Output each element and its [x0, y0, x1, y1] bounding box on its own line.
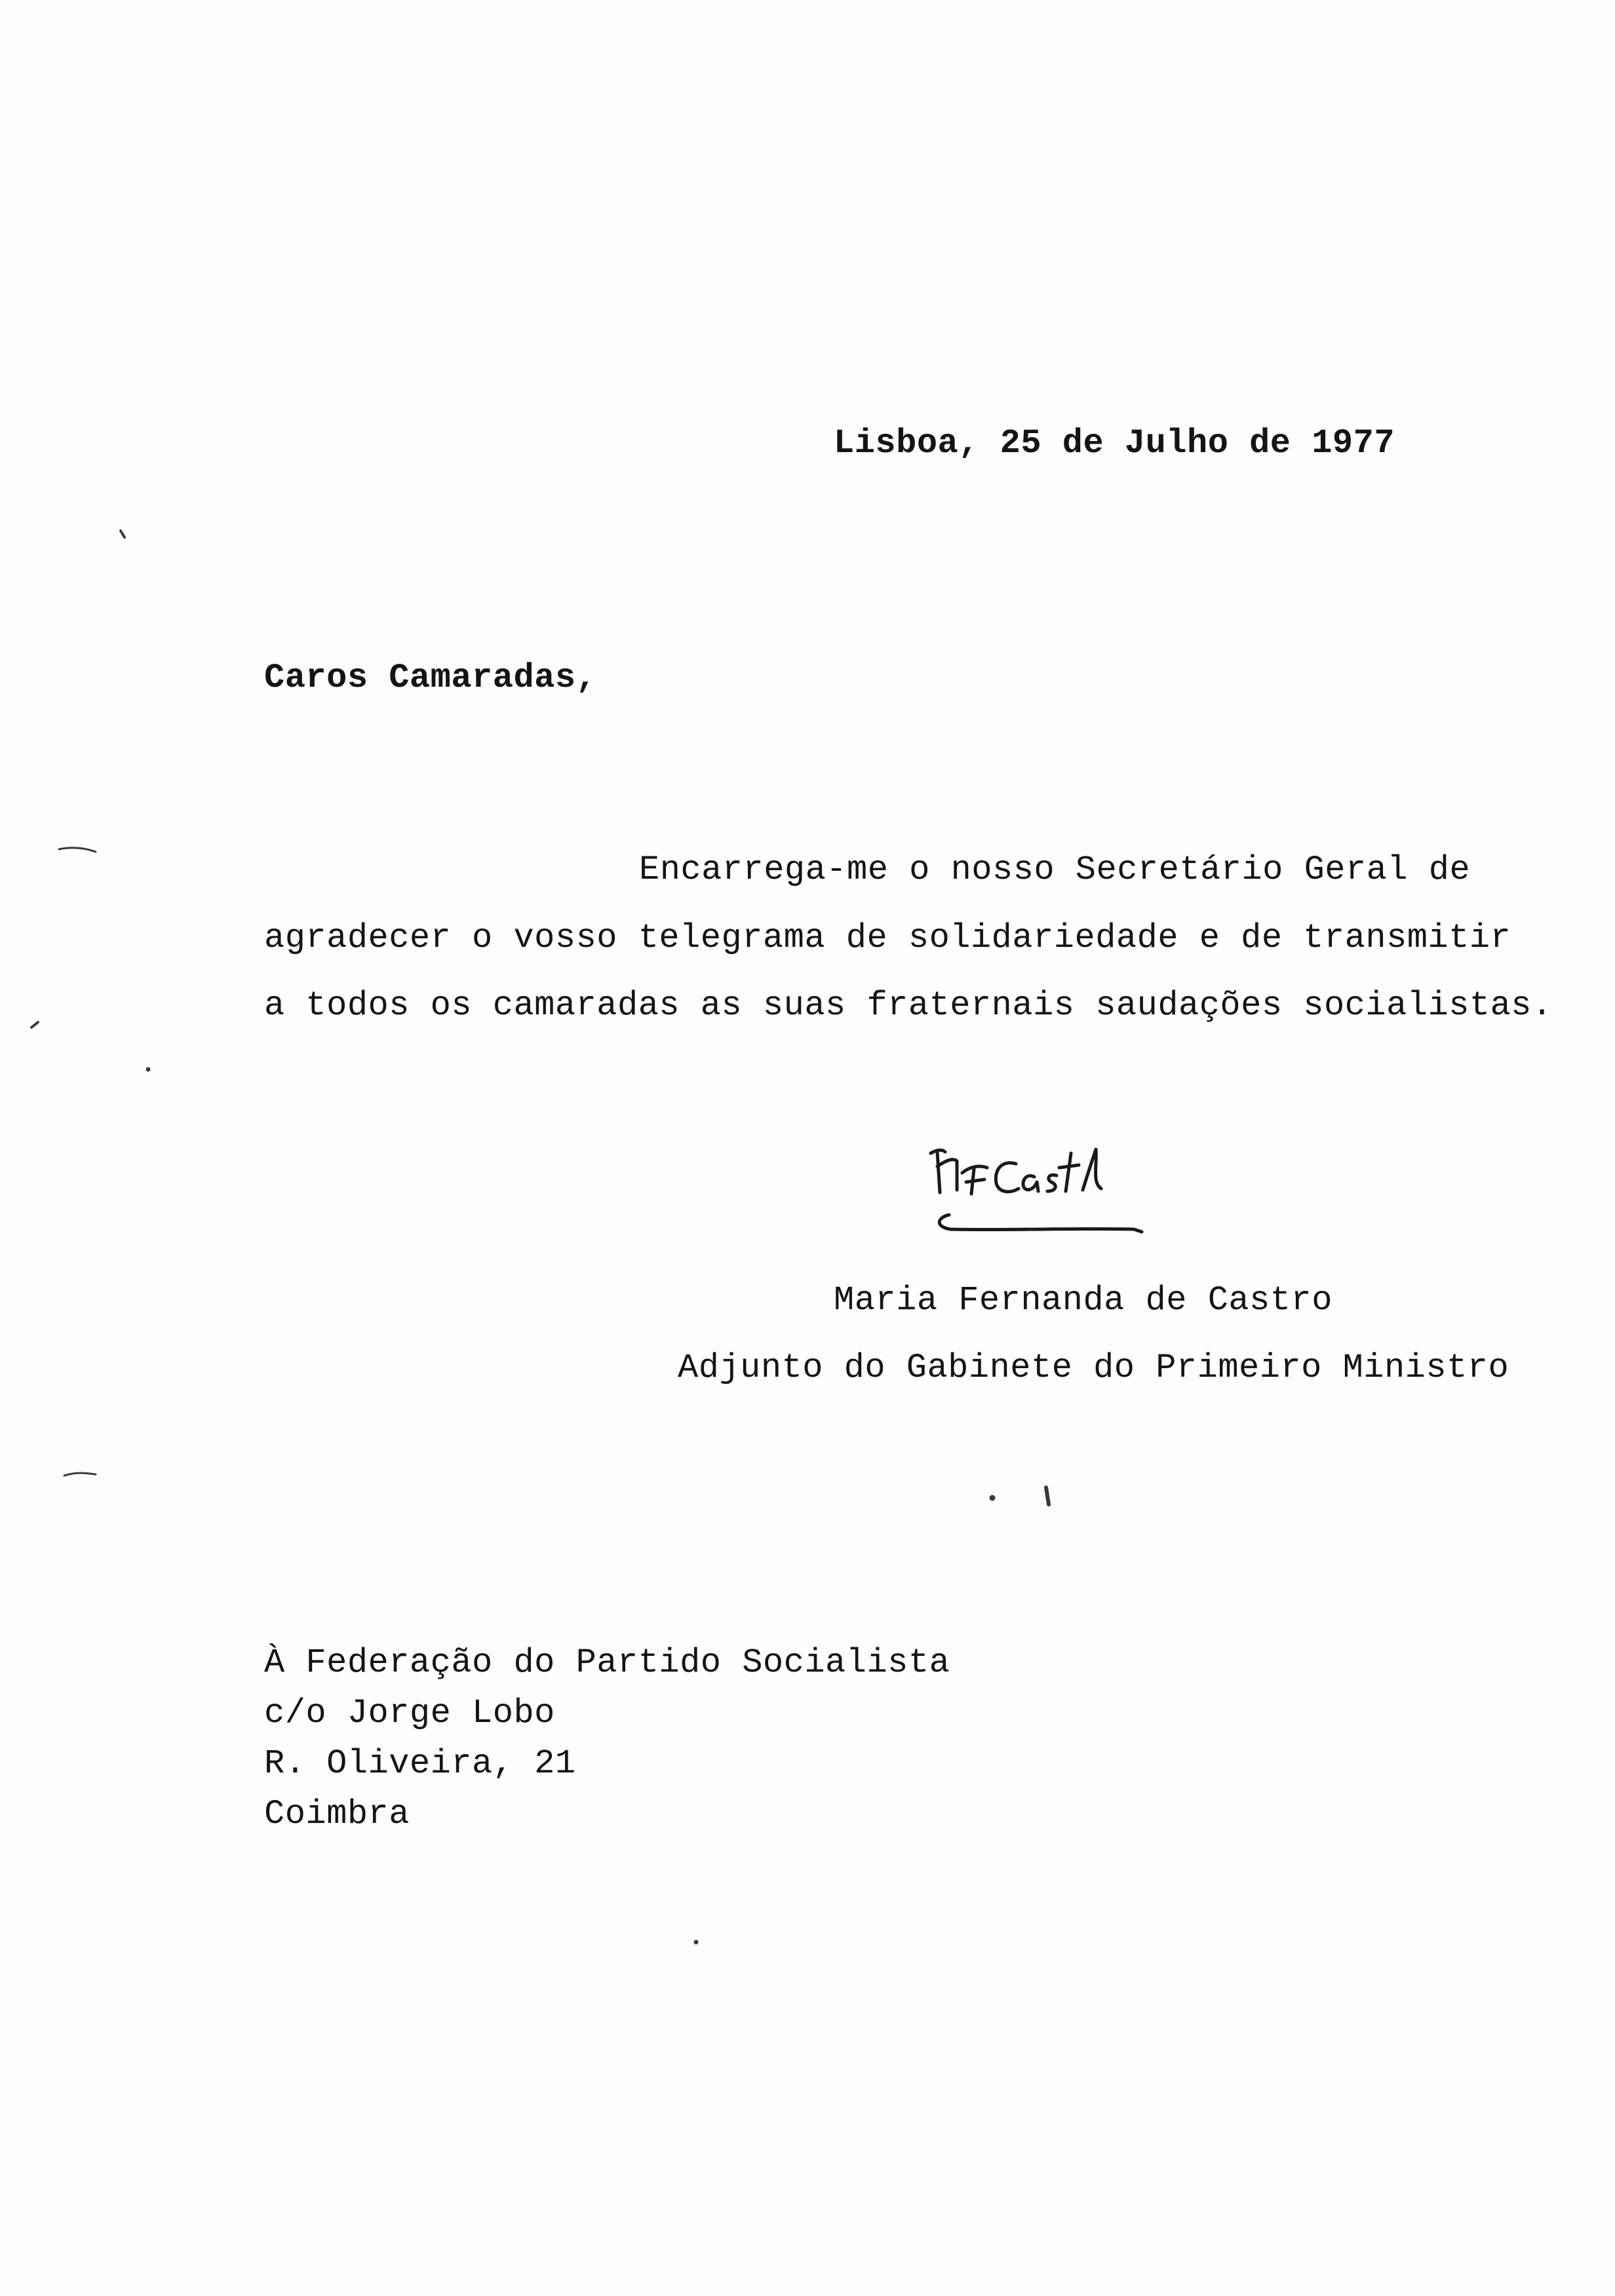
address-line: Coimbra	[264, 1795, 410, 1833]
date-line: Lisboa, 25 de Julho de 1977	[834, 424, 1395, 463]
address-line: À Federação do Partido Socialista	[264, 1643, 950, 1682]
signatory-name: Maria Fernanda de Castro	[834, 1281, 1333, 1320]
body-line: agradecer o vosso telegrama de solidariedade e de transmitir	[264, 919, 1511, 957]
signatory-title: Adjunto do Gabinete do Primeiro Ministro	[678, 1349, 1509, 1387]
body-line: a todos os camaradas as suas fraternais saudações socialistas.	[264, 986, 1553, 1025]
handwritten-signature	[911, 1127, 1186, 1252]
salutation: Caros Camaradas,	[264, 659, 597, 697]
address-line: c/o Jorge Lobo	[264, 1694, 555, 1732]
address-line: R. Oliveira, 21	[264, 1744, 576, 1783]
body-line: Encarrega-me o nosso Secretário Geral de	[639, 851, 1471, 889]
